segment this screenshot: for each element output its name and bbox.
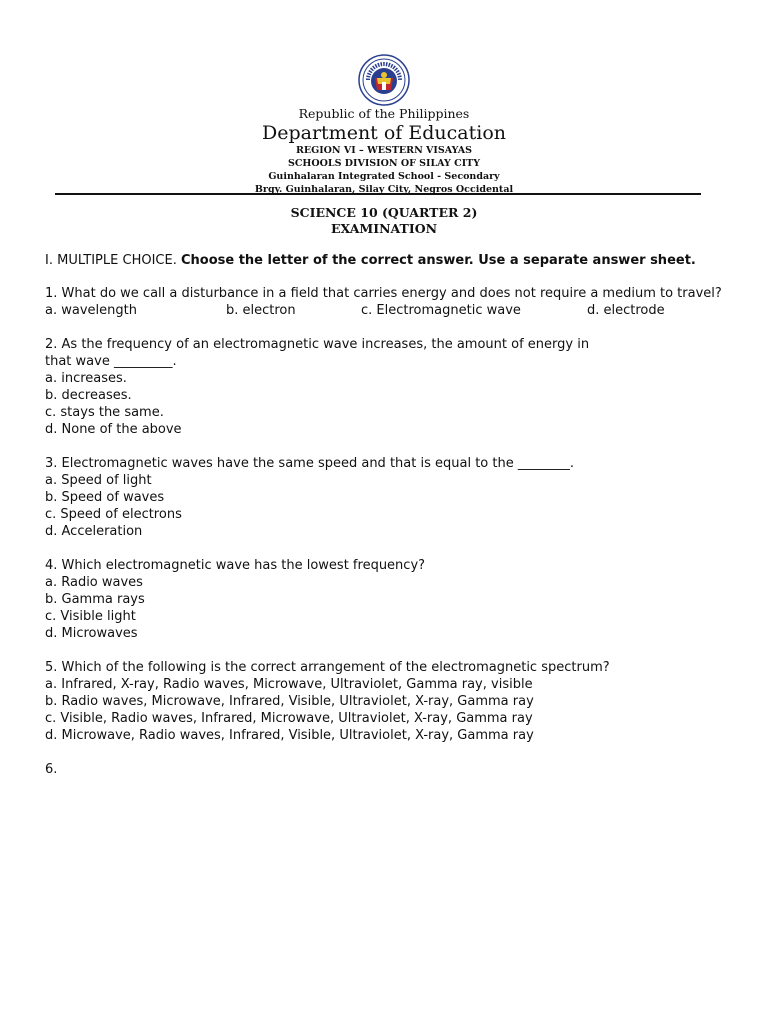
school-name: Guinhalaran Integrated School - Secondary [268,171,500,182]
question-4 [45,557,735,642]
question-5 [45,659,735,744]
exam-title-line1: SCIENCE 10 (QUARTER 2) [290,205,478,220]
option-b: b. Speed of waves [45,490,165,505]
question-6 [45,761,735,778]
question-text: 6. [45,762,58,777]
exam-title-line2: EXAMINATION [330,221,438,236]
option-c: c. Visible light [45,609,136,624]
department-name: Department of Education [262,122,506,144]
option-a: a. wavelength [45,303,137,318]
region-label: REGION VI – WESTERN VISAYAS [295,145,473,156]
question-text: 5. Which of the following is the correct arrangement of the electromagnetic spectrum? [45,660,610,675]
header-divider [55,193,701,195]
option-b: b. electron [226,303,296,318]
republic-label: Republic of the Philippines [298,106,470,121]
question-text: 1. What do we call a disturbance in a field that carries energy and does not require a medium to travel? [45,286,722,301]
option-a: a. Infrared, X-ray, Radio waves, Microwave, Ultraviolet, Gamma ray, visible [45,677,533,692]
question-text: 3. Electromagnetic waves have the same speed and that is equal to the ________. [45,456,574,471]
question-3 [45,455,735,540]
option-c: c. Electromagnetic wave [361,303,521,318]
option-a: a. Speed of light [45,473,152,488]
option-d: d. Microwave, Radio waves, Infrared, Visible, Ultraviolet, X-ray, Gamma ray [45,728,534,743]
division-label: SCHOOLS DIVISION OF SILAY CITY [287,158,481,169]
question-options [45,302,735,319]
option-b: b. Gamma rays [45,592,145,607]
option-c: c. stays the same. [45,405,164,420]
question-text-line2: that wave _________. [45,354,177,369]
option-d: d. None of the above [45,422,182,437]
option-d: d. Acceleration [45,524,143,539]
option-a: a. Radio waves [45,575,143,590]
option-d: d. electrode [587,303,665,318]
question-text: 4. Which electromagnetic wave has the lowest frequency? [45,558,426,573]
question-text-line1: 2. As the frequency of an electromagnetic wave increases, the amount of energy in [45,337,590,352]
option-c: c. Visible, Radio waves, Infrared, Microwave, Ultraviolet, X-ray, Gamma ray [45,711,533,726]
option-d: d. Microwaves [45,626,138,641]
question-1 [45,285,735,319]
school-address: Brgy. Guinhalaran, Silay City, Negros Occidental [254,184,514,195]
option-b: b. Radio waves, Microwave, Infrared, Visible, Ultraviolet, X-ray, Gamma ray [45,694,534,709]
option-a: a. increases. [45,371,127,386]
exam-title [0,205,768,237]
document-header [0,54,768,196]
question-2 [45,336,735,438]
deped-seal-icon [358,54,410,106]
option-c: c. Speed of electrons [45,507,182,522]
section-instructions [45,252,735,269]
option-b: b. decreases. [45,388,132,403]
section-label: I. MULTIPLE CHOICE. [45,253,181,268]
exam-content [45,252,735,795]
section-instruction-text: Choose the letter of the correct answer. Use a separate answer sheet. [180,253,696,268]
